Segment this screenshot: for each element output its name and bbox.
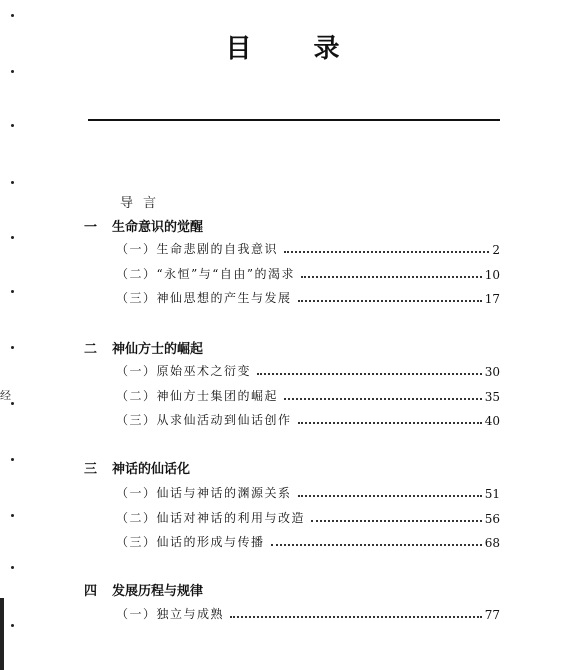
chapter-number: 三: [84, 462, 98, 477]
toc-entry-1-3[interactable]: [116, 288, 500, 306]
entry-label: （一）独立与成熟: [116, 607, 225, 621]
dot-leader: [298, 494, 482, 497]
chapter-title: 神仙方士的崛起: [112, 342, 204, 357]
dot-leader: [311, 519, 482, 522]
entry-page: 77: [484, 608, 500, 622]
chapter-number: 一: [84, 220, 98, 235]
chapter-number: 四: [84, 584, 98, 599]
entry-label: （三）仙话的形成与传播: [116, 535, 265, 549]
binding-hole: [11, 624, 14, 627]
toc-entry-2-2[interactable]: [116, 386, 500, 404]
entry-label: （一）生命悲剧的自我意识: [116, 242, 279, 256]
dot-leader: [271, 543, 482, 546]
binding-hole: [11, 236, 14, 239]
binding-hole: [11, 124, 14, 127]
intro-heading: 导言: [120, 196, 167, 211]
toc-entry-3-3[interactable]: [116, 532, 500, 550]
chapter-3-heading: [84, 458, 190, 477]
entry-page: 10: [484, 268, 500, 282]
entry-label: （二）仙话对神话的利用与改造: [116, 511, 306, 525]
entry-label: （二）“永恒”与“自由”的渴求: [116, 267, 296, 281]
title-char-1: 目: [225, 34, 314, 64]
entry-label: （一）原始巫术之衍变: [116, 364, 252, 378]
toc-entry-1-2[interactable]: [116, 264, 500, 282]
binding-hole: [11, 14, 14, 17]
dot-leader: [230, 615, 482, 618]
title-char-2: 录: [313, 34, 402, 64]
toc-entry-3-1[interactable]: [116, 483, 500, 501]
dot-leader: [298, 421, 482, 424]
entry-label: （三）从求仙活动到仙话创作: [116, 413, 292, 427]
chapter-4-heading: [84, 580, 203, 599]
binding-hole: [11, 70, 14, 73]
dot-leader: [301, 275, 482, 278]
page-edge: [0, 598, 4, 670]
dot-leader: [298, 299, 482, 302]
toc-entry-2-1[interactable]: [116, 361, 500, 379]
entry-page: 30: [484, 365, 500, 379]
toc-entry-3-2[interactable]: [116, 508, 500, 526]
chapter-1-heading: [84, 216, 203, 235]
toc-entry-2-3[interactable]: [116, 410, 500, 428]
margin-mark: 经: [0, 389, 11, 402]
chapter-number: 二: [84, 342, 98, 357]
binding-hole: [11, 181, 14, 184]
toc-entry-4-1[interactable]: [116, 604, 500, 622]
binding-hole: [11, 346, 14, 349]
entry-page: 51: [484, 487, 500, 501]
chapter-title: 发展历程与规律: [112, 584, 204, 599]
dot-leader: [284, 397, 482, 400]
binding-hole: [11, 402, 14, 405]
toc-entry-1-1[interactable]: [116, 239, 500, 257]
title-rule: [88, 119, 500, 121]
binding-hole: [11, 566, 14, 569]
entry-label: （二）神仙方士集团的崛起: [116, 389, 279, 403]
entry-page: 2: [492, 243, 500, 257]
entry-label: （一）仙话与神话的渊源关系: [116, 486, 292, 500]
entry-page: 56: [484, 512, 500, 526]
entry-page: 40: [484, 414, 500, 428]
binding-hole: [11, 290, 14, 293]
entry-label: （三）神仙思想的产生与发展: [116, 291, 292, 305]
chapter-title: 生命意识的觉醒: [112, 220, 204, 235]
page-title: [0, 28, 565, 65]
entry-page: 35: [484, 390, 500, 404]
entry-page: 17: [484, 292, 500, 306]
dot-leader: [257, 372, 482, 375]
binding-hole: [11, 458, 14, 461]
dot-leader: [284, 250, 489, 253]
chapter-title: 神话的仙话化: [112, 462, 191, 477]
chapter-2-heading: [84, 338, 203, 357]
binding-hole: [11, 514, 14, 517]
entry-page: 68: [484, 536, 500, 550]
